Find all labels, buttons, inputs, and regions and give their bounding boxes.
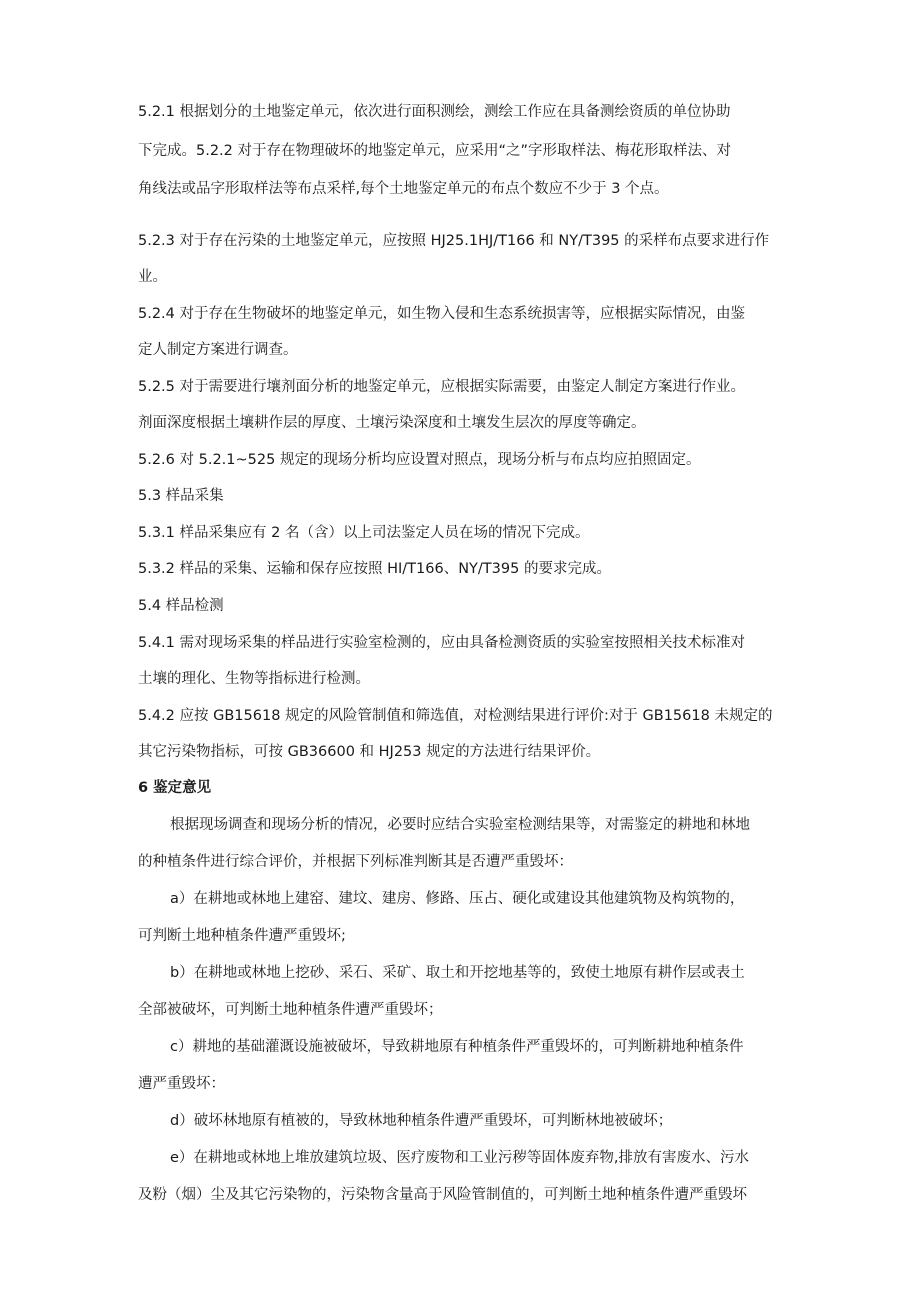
text-line: 可判断土地种植条件遭严重毁坏; — [138, 928, 346, 944]
text-line: 5.4.1 需对现场采集的样品进行实验室检测的，应由具备检测资质的实验室按照相关技术标准对 — [138, 635, 745, 651]
text-line: 全部被破坏，可判断土地种植条件遭严重毁坏； — [138, 1002, 443, 1018]
section-heading: 5.3 样品采集 — [138, 488, 224, 504]
text-line: 5.3.2 样品的采集、运输和保存应按照 HI/T166、NY/T395 的要求完成。 — [138, 561, 611, 577]
text-line: 的种植条件进行综合评价，并根据下列标准判断其是否遭严重毁坏： — [138, 854, 573, 870]
text-line: 遭严重毁坏： — [138, 1076, 225, 1092]
text-line: 5.2.3 对于存在污染的土地鉴定单元，应按照 HJ25.1HJ/T166 和 NY/T395 的采样布点要求进行作 — [138, 233, 770, 249]
list-item: e）在耕地或林地上堆放建筑垃圾、医疗废物和工业污秽等固体废弃物,排放有害废水、污水 — [170, 1150, 750, 1166]
text-line: 定人制定方案进行调查。 — [138, 342, 298, 358]
list-item: b）在耕地或林地上挖砂、采石、采矿、取土和开挖地基等的，致使土地原有耕作层或表土 — [170, 965, 745, 981]
text-line: 根据现场调查和现场分析的情况，必要时应结合实验室检测结果等，对需鉴定的耕地和林地 — [170, 817, 750, 833]
text-line: 5.2.4 对于存在生物破坏的地鉴定单元，如生物入侵和生态系统损害等，应根据实际情况，由鉴 — [138, 306, 745, 322]
text-line: 及粉（烟）尘及其它污染物的，污染物含量高于风险管制值的，可判断土地种植条件遭严重毁坏 — [138, 1187, 747, 1203]
list-item: d）破坏林地原有植被的，导致林地种植条件遭严重毁坏，可判断林地被破坏； — [170, 1113, 673, 1129]
text-line: 其它污染物指标，可按 GB36600 和 HJ253 规定的方法进行结果评价。 — [138, 744, 601, 760]
text-line: 业。 — [138, 269, 167, 285]
text-line: 角线法或品字形取样法等布点采样,每个土地鉴定单元的布点个数应不少于 3 个点。 — [138, 181, 669, 197]
text-line: 5.4.2 应按 GB15618 规定的风险管制值和筛选值，对检测结果进行评价:对于 GB15618 未规定的 — [138, 708, 773, 724]
section-heading: 5.4 样品检测 — [138, 598, 224, 614]
list-item: c）耕地的基础灌溉设施被破坏，导致耕地原有种植条件严重毁坏的，可判断耕地种植条件 — [170, 1039, 744, 1055]
chapter-heading: 6 鉴定意见 — [138, 780, 212, 796]
text-line: 土壤的理化、生物等指标进行检测。 — [138, 671, 370, 687]
text-line: 剂面深度根据土壤耕作层的厚度、土壤污染深度和土壤发生层次的厚度等确定。 — [138, 415, 646, 431]
text-line: 下完成。5.2.2 对于存在物理破坏的地鉴定单元，应采用“之”字形取样法、梅花形取样法、对 — [138, 143, 732, 159]
text-line: 5.3.1 样品采集应有 2 名（含）以上司法鉴定人员在场的情况下完成。 — [138, 525, 590, 541]
text-line: 5.2.6 对 5.2.1~525 规定的现场分析均应设置对照点，现场分析与布点均应拍照固定。 — [138, 452, 701, 468]
text-line: 5.2.5 对于需要进行壤剂面分析的地鉴定单元，应根据实际需要，由鉴定人制定方案进行作业。 — [138, 379, 745, 395]
text-line: 5.2.1 根据划分的土地鉴定单元，依次进行面积测绘，测绘工作应在具备测绘资质的单位协助 — [138, 104, 731, 120]
list-item: a）在耕地或林地上建窑、建坟、建房、修路、压占、硬化或建设其他建筑物及构筑物的， — [170, 891, 745, 907]
